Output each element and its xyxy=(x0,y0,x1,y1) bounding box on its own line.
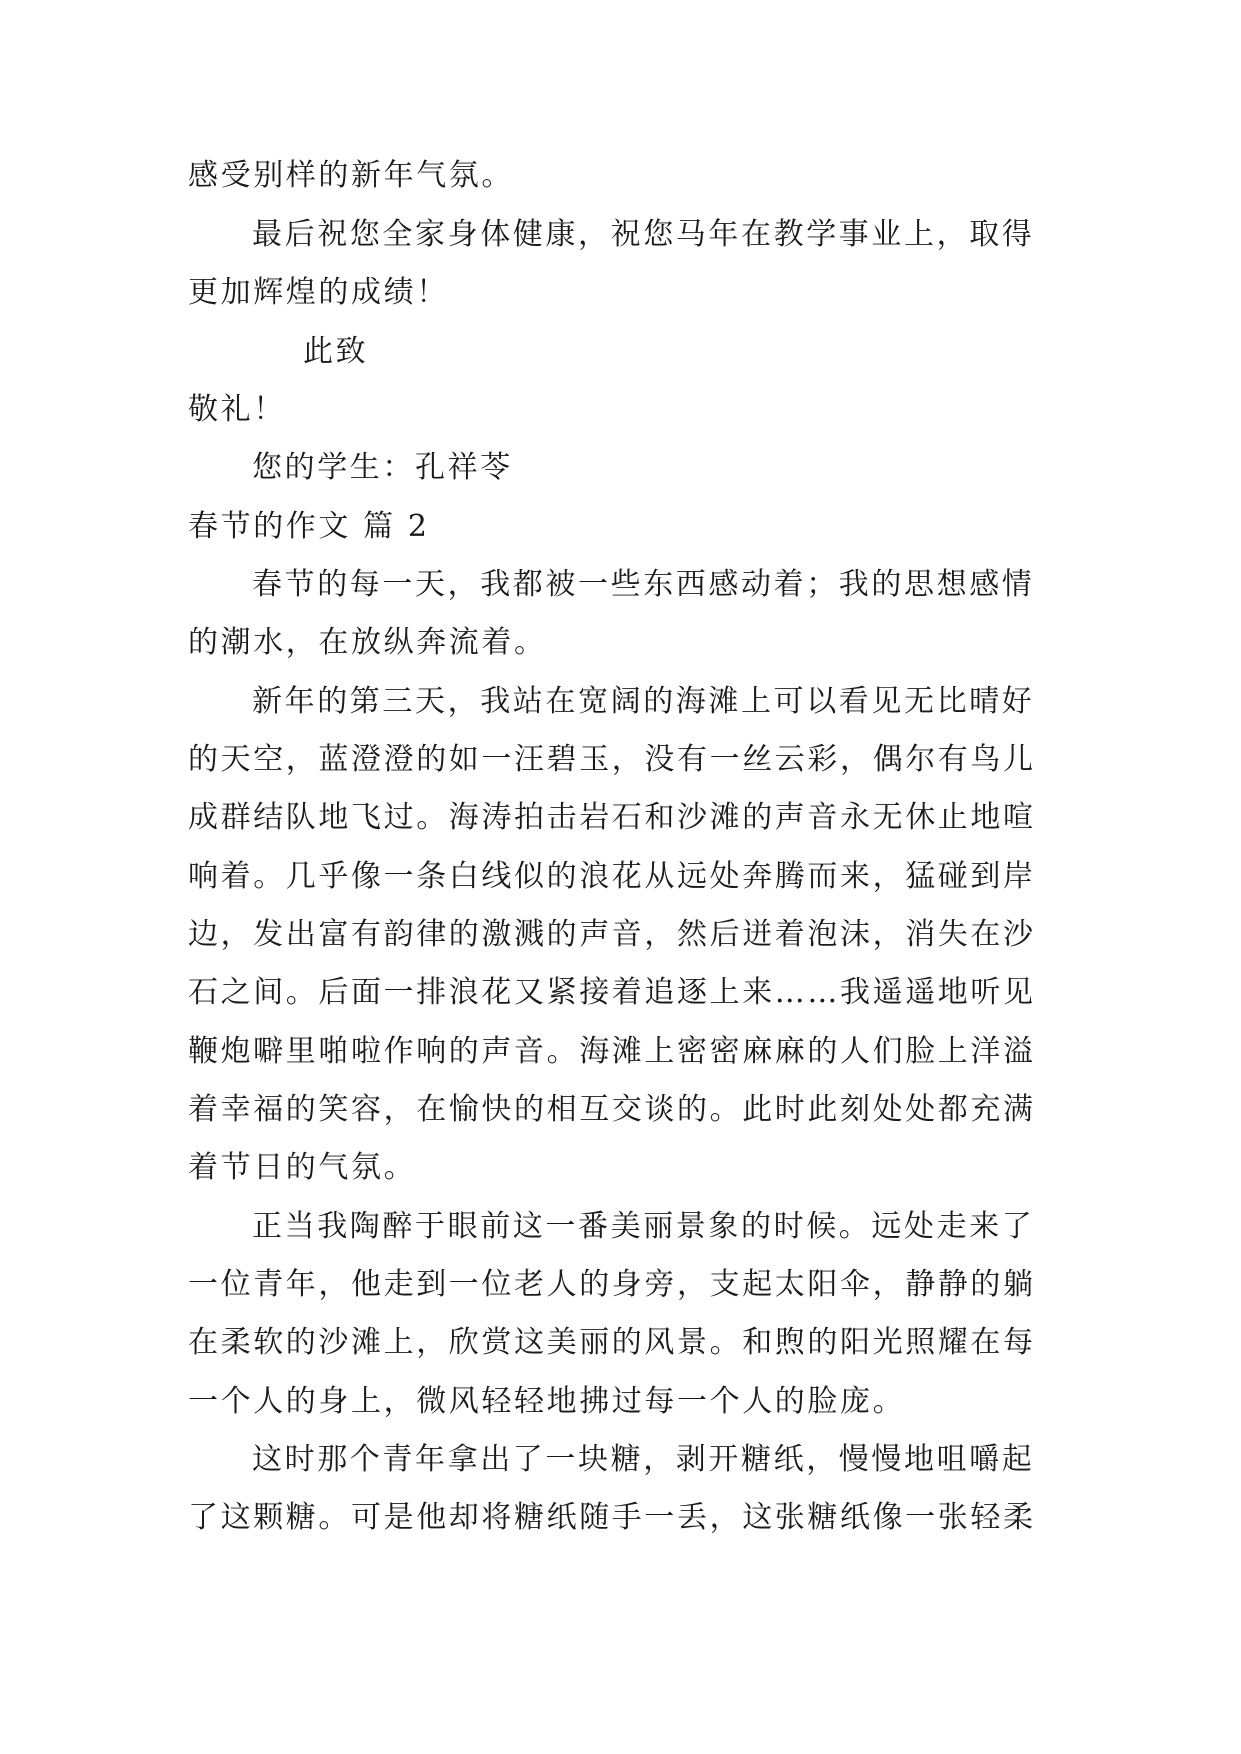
paragraph-line: 边，发出富有韵律的激溅的声音，然后迸着泡沫，消失在沙 xyxy=(188,917,1036,952)
salutation-line: 敬礼！ xyxy=(188,392,286,427)
paragraph-line: 响着。几乎像一条白线似的浪花从远处奔腾而来，猛碰到岸 xyxy=(188,859,1036,894)
paragraph-line: 正当我陶醉于眼前这一番美丽景象的时候。远处走来了 xyxy=(252,1209,1035,1244)
paragraph-line: 成群结队地飞过。海涛拍击岩石和沙滩的声音永无休止地喧 xyxy=(188,800,1036,835)
paragraph-line: 新年的第三天，我站在宽阔的海滩上可以看见无比晴好 xyxy=(252,684,1035,719)
paragraph-line: 感受别样的新年气氛。 xyxy=(188,158,514,193)
signature-line: 您的学生：孔祥苓 xyxy=(252,450,513,485)
paragraph-line: 着节日的气氛。 xyxy=(188,1150,417,1185)
section-heading: 春节的作文 篇 2 xyxy=(188,509,430,544)
paragraph-line: 鞭炮噼里啪啦作响的声音。海滩上密密麻麻的人们脸上洋溢 xyxy=(188,1034,1036,1069)
paragraph-line: 最后祝您全家身体健康，祝您马年在教学事业上，取得 xyxy=(252,217,1035,252)
paragraph-line: 了这颗糖。可是他却将糖纸随手一丢，这张糖纸像一张轻柔 xyxy=(188,1500,1036,1535)
paragraph-line: 的天空，蓝澄澄的如一汪碧玉，没有一丝云彩，偶尔有鸟儿 xyxy=(188,742,1036,777)
paragraph-line: 的潮水，在放纵奔流着。 xyxy=(188,625,547,660)
paragraph-line: 更加辉煌的成绩！ xyxy=(188,275,449,310)
paragraph-line: 一个人的身上，微风轻轻地拂过每一个人的脸庞。 xyxy=(188,1384,906,1419)
paragraph-line: 春节的每一天，我都被一些东西感动着；我的思想感情 xyxy=(252,567,1035,602)
paragraph-line: 石之间。后面一排浪花又紧接着追逐上来……我遥遥地听见 xyxy=(188,975,1036,1010)
salutation-line: 此致 xyxy=(303,334,369,369)
paragraph-line: 一位青年，他走到一位老人的身旁，支起太阳伞，静静的躺 xyxy=(188,1267,1036,1302)
paragraph-line: 在柔软的沙滩上，欣赏这美丽的风景。和煦的阳光照耀在每 xyxy=(188,1325,1036,1360)
paragraph-line: 这时那个青年拿出了一块糖，剥开糖纸，慢慢地咀嚼起 xyxy=(252,1442,1035,1477)
paragraph-line: 着幸福的笑容，在愉快的相互交谈的。此时此刻处处都充满 xyxy=(188,1092,1036,1127)
